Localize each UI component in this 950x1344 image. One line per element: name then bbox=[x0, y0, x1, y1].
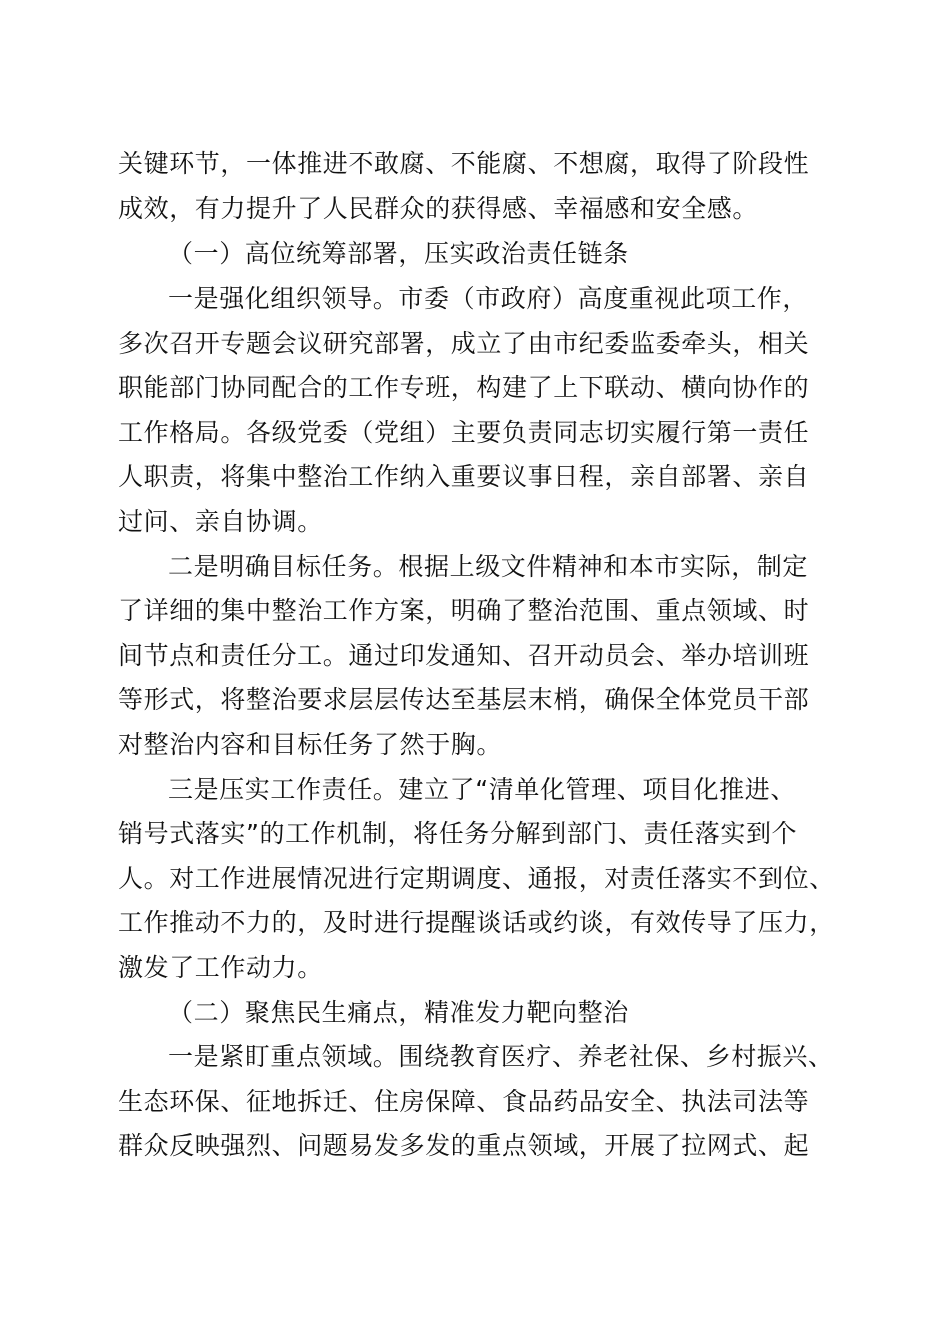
section-heading: （二）聚焦民生痛点，精准发力靶向整治 bbox=[168, 998, 629, 1027]
body-text-line: 关键环节，一体推进不敢腐、不能腐、不想腐，取得了阶段性 bbox=[118, 149, 810, 178]
body-text-line: 人。对工作进展情况进行定期调度、通报，对责任落实不到位、 bbox=[118, 864, 835, 893]
body-text-line: 过问、亲自协调。 bbox=[118, 507, 323, 536]
body-text-line: 工作格局。各级党委（党组）主要负责同志切实履行第一责任 bbox=[118, 418, 810, 447]
body-text-line: 了详细的集中整治工作方案，明确了整治范围、重点领域、时 bbox=[118, 596, 810, 625]
body-text-line: 工作推动不力的，及时进行提醒谈话或约谈，有效传导了压力， bbox=[118, 908, 835, 937]
body-text-line: 群众反映强烈、问题易发多发的重点领域，开展了拉网式、起 bbox=[118, 1131, 810, 1160]
body-text-line: 生态环保、征地拆迁、住房保障、食品药品安全、执法司法等 bbox=[118, 1087, 810, 1116]
body-text-line: 激发了工作动力。 bbox=[118, 953, 323, 982]
paragraph-first-line: 一是强化组织领导。市委（市政府）高度重视此项工作， bbox=[168, 284, 809, 313]
body-text-line: 等形式，将整治要求层层传达至基层末梢，确保全体党员干部 bbox=[118, 685, 810, 714]
body-text-line: 销号式落实”的工作机制，将任务分解到部门、责任落实到个 bbox=[118, 819, 798, 848]
body-text-line: 对整治内容和目标任务了然于胸。 bbox=[118, 730, 503, 759]
paragraph-first-line: 三是压实工作责任。建立了“清单化管理、项目化推进、 bbox=[168, 775, 796, 804]
body-text-line: 职能部门协同配合的工作专班，构建了上下联动、横向协作的 bbox=[118, 373, 810, 402]
body-text-line: 人职责，将集中整治工作纳入重要议事日程，亲自部署、亲自 bbox=[118, 462, 810, 491]
paragraph-first-line: 一是紧盯重点领域。围绕教育医疗、养老社保、乡村振兴、 bbox=[168, 1042, 834, 1071]
body-text-line: 间节点和责任分工。通过印发通知、召开动员会、举办培训班 bbox=[118, 641, 810, 670]
body-text-line: 多次召开专题会议研究部署，成立了由市纪委监委牵头，相关 bbox=[118, 329, 810, 358]
paragraph-first-line: 二是明确目标任务。根据上级文件精神和本市实际，制定 bbox=[168, 552, 809, 581]
body-text-line: 成效，有力提升了人民群众的获得感、幸福感和安全感。 bbox=[118, 194, 759, 223]
section-heading: （一）高位统筹部署，压实政治责任链条 bbox=[168, 239, 629, 268]
